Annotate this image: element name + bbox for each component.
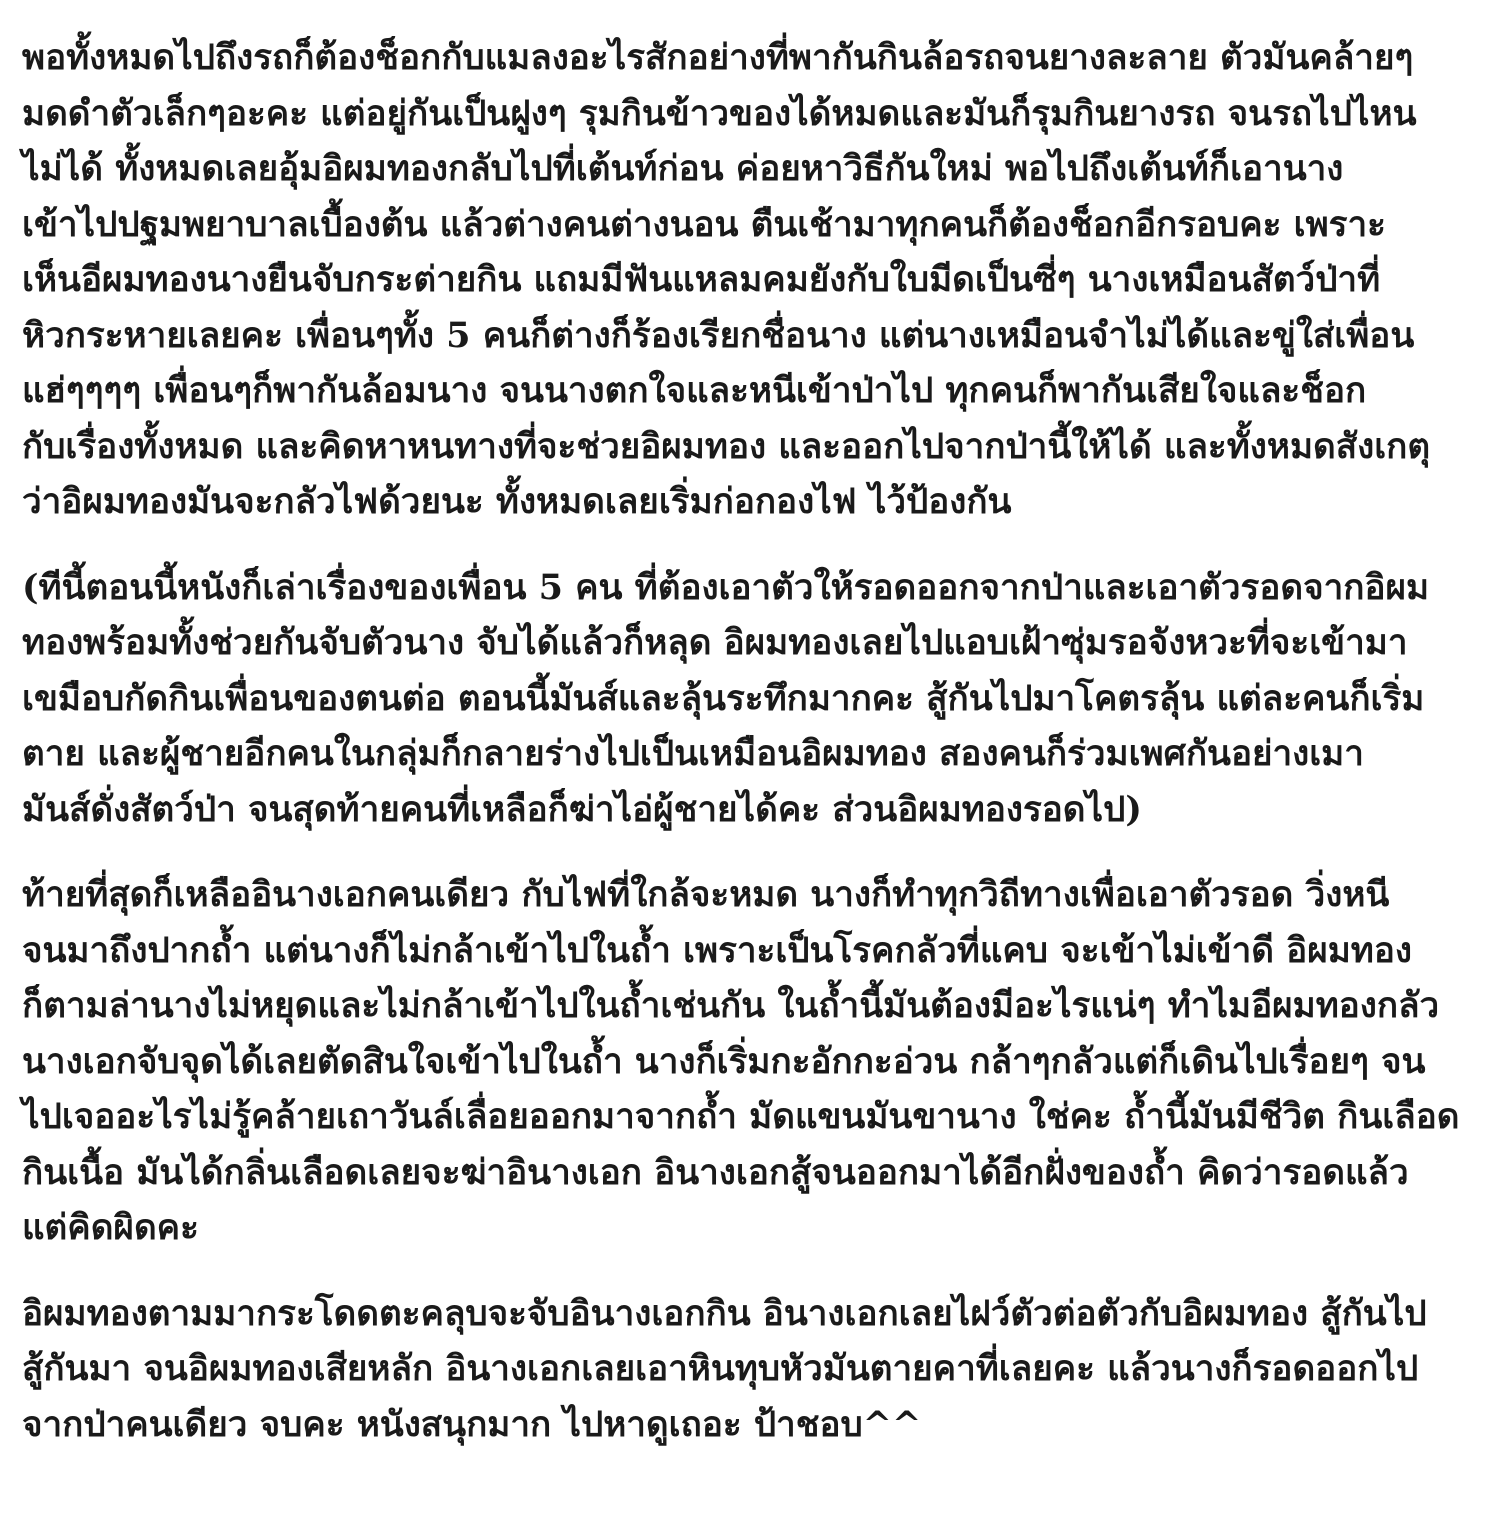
text-line: ไปเจออะไรไม่รู้คล้ายเถาวันล์เลื่อยออกมาจากถ้ำ มัดแขนมันขานาง ใช่คะ ถ้ำนี้มันมีชีวิต กินเลือด: [22, 1096, 1460, 1137]
paragraph-1: [22, 30, 1470, 530]
text-line: ว่าอิผมทองมันจะกลัวไฟด้วยนะ ทั้งหมดเลยเริ่มก่อกองไฟ ไว้ป้องกัน: [22, 481, 1012, 522]
text-line: เข้าไปปฐมพยาบาลเบื้องต้น แล้วต่างคนต่างนอน ตืนเช้ามาทุกคนก็ต้องช็อกอีกรอบคะ เพราะ: [22, 203, 1386, 245]
paragraph-3: [22, 867, 1470, 1256]
paragraph-2: [22, 560, 1470, 838]
text-line: กินเนื้อ มันได้กลิ่นเลือดเลยจะฆ่าอินางเอก อินางเอกสู้จนออกมาได้อีกฝั่งของถ้ำ คิดว่ารอดแล้ว: [22, 1151, 1409, 1193]
text-line: เขมือบกัดกินเพื่อนของตนต่อ ตอนนี้มันส์และลุ้นระทึกมากคะ สู้กันไปมาโคตรลุ้น แต่ละคนก็เริ่ม: [22, 677, 1425, 719]
text-line: พอทั้งหมดไปถึงรถก็ต้องช็อกกับแมลงอะไรสักอย่างที่พากันกินล้อรถจนยางละลาย ตัวมันคล้ายๆ: [22, 37, 1414, 78]
text-line: เห็นอีผมทองนางยืนจับกระต่ายกิน แถมมีฟันแหลมคมยังกับใบมีดเป็นซี่ๆ นางเหมือนสัตว์ป่าที่: [22, 259, 1381, 300]
text-line: ท้ายที่สุดก็เหลืออินางเอกคนเดียว กับไฟที่ใกล้จะหมด นางก็ทำทุกวิถีทางเพื่อเอาตัวรอด วิ่งหนี: [22, 874, 1390, 915]
paragraph-4: [22, 1286, 1470, 1453]
text-line: นางเอกจับจุดได้เลยตัดสินใจเข้าไปในถ้ำ นางก็เริ่มกะอักกะอ่วน กล้าๆกลัวแต่ก็เดินไปเรื่อยๆ จน: [22, 1040, 1426, 1082]
text-line: มันส์ดั่งสัตว์ป่า จนสุดท้ายคนที่เหลือก็ฆ่าไอ่ผู้ชายได้คะ ส่วนอิผมทองรอดไป): [22, 788, 1142, 830]
text-line: ทองพร้อมทั้งช่วยกันจับตัวนาง จับได้แล้วก็หลุด อิผมทองเลยไปแอบเฝ้าซุ่มรอจังหวะที่จะเข้ามา: [22, 622, 1408, 663]
text-line: แต่คิดผิดคะ: [22, 1207, 199, 1248]
text-line: จนมาถึงปากถ้ำ แต่นางก็ไม่กล้าเข้าไปในถ้ำ เพราะเป็นโรคกลัวที่แคบ จะเข้าไม่เข้าดี อิผมทอง: [22, 929, 1412, 971]
text-line: จากป่าคนเดียว จบคะ หนังสนุกมาก ไปหาดูเถอะ ป้าชอบ^^: [22, 1403, 922, 1445]
text-line: สู้กันมา จนอิผมทองเสียหลัก อินางเอกเลยเอาหินทุบหัวมันตายคาที่เลยคะ แล้วนางก็รอดออกไป: [22, 1348, 1419, 1389]
text-line: หิวกระหายเลยคะ เพื่อนๆทั้ง 5 คนก็ต่างก็ร้องเรียกชื่อนาง แต่นางเหมือนจำไม่ได้และขู่ใส่เพื่อน: [22, 314, 1415, 356]
article-body: [22, 30, 1470, 1452]
text-line: ไม่ได้ ทั้งหมดเลยอุ้มอิผมทองกลับไปที่เต้นท์ก่อน ค่อยหาวิธีกันใหม่ พอไปถึงเต้นท์ก็เอานาง: [22, 148, 1344, 189]
text-line: (ทีนี้ตอนนี้หนังก็เล่าเรื่องของเพื่อน 5 คน ที่ต้องเอาตัวให้รอดออกจากป่าและเอาตัวรอดจากอิผม: [22, 566, 1430, 608]
text-line: ตาย และผู้ชายอีกคนในกลุ่มก็กลายร่างไปเป็นเหมือนอิผมทอง สองคนก็ร่วมเพศกันอย่างเมา: [22, 733, 1364, 774]
text-line: กับเรื่องทั้งหมด และคิดหาหนทางที่จะช่วยอิผมทอง และออกไปจากป่านี้ให้ได้ และทั้งหมดสังเกตุ: [22, 425, 1431, 467]
text-line: อิผมทองตามมากระโดดตะคลุบจะจับอินางเอกกิน อินางเอกเลยไฝว์ตัวต่อตัวกับอิผมทอง สู้กันไป: [22, 1292, 1427, 1334]
text-line: แฮ่ๆๆๆๆ เพื่อนๆก็พากันล้อมนาง จนนางตกใจและหนีเข้าป่าไป ทุกคนก็พากันเสียใจและช็อก: [22, 370, 1367, 411]
text-line: มดดำตัวเล็กๆอะคะ แต่อยู่กันเป็นฝูงๆ รุมกินข้าวของได้หมดและมันก็รุมกินยางรถ จนรถไปไหน: [22, 92, 1417, 134]
text-line: ก็ตามล่านางไม่หยุดและไม่กล้าเข้าไปในถ้ำเช่นกัน ในถ้ำนี้มันต้องมีอะไรแน่ๆ ทำไมอีผมทองกลัว: [22, 985, 1440, 1026]
